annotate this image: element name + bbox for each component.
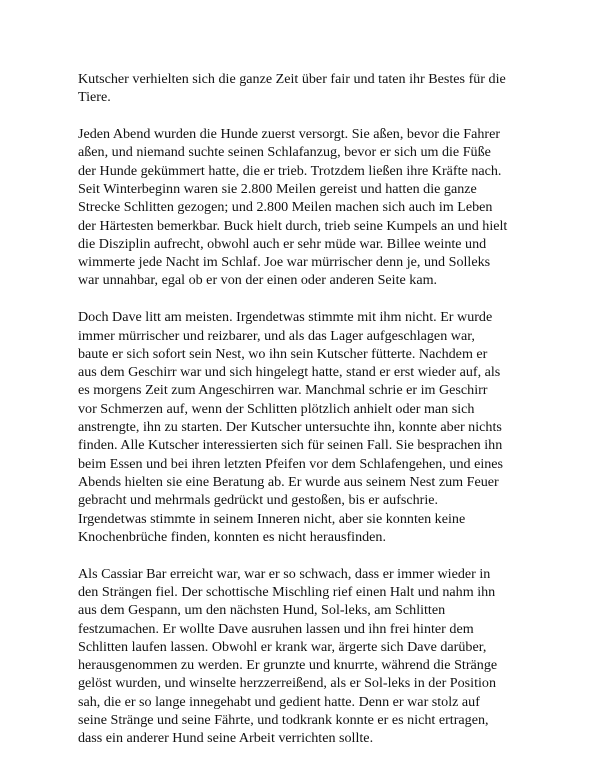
text-line: beim Essen und bei ihren letzten Pfeifen vor dem Schlafengehen, und eines bbox=[78, 455, 504, 472]
text-line: Jeden Abend wurden die Hunde zuerst versorgt. Sie aßen, bevor die Fahrer bbox=[78, 126, 501, 143]
text-line: vor Schmerzen auf, wenn der Schlitten plötzlich anhielt oder man sich bbox=[78, 400, 475, 417]
text-line: der Härtesten bemerkbar. Buck hielt durch, trieb seine Kumpels an und hielt bbox=[78, 217, 508, 234]
text-line: Strecke Schlitten gezogen; und 2.800 Meilen machen sich auch im Leben bbox=[78, 199, 493, 216]
text-line: dass ein anderer Hund seine Arbeit verrichten sollte. bbox=[78, 730, 374, 747]
text-line: immer mürrischer und reizbarer, und als das Lager aufgeschlagen war, bbox=[78, 327, 475, 344]
text-line: festzumachen. Er wollte Dave ausruhen lassen und ihn frei hinter dem bbox=[78, 620, 474, 637]
text-line: sah, die er so lange innegehabt und gedient hatte. Denn er war stolz auf bbox=[78, 693, 480, 710]
text-line: war unnahbar, egal ob er von der einen oder anderen Seite kam. bbox=[78, 272, 438, 289]
text-line: Abends hielten sie eine Beratung ab. Er wurde aus seinem Nest zum Feuer bbox=[78, 473, 499, 490]
text-line: anstrengte, ihn zu starten. Der Kutscher untersuchte ihn, konnte aber nichts bbox=[78, 419, 502, 436]
text-line: baute er sich sofort sein Nest, wo ihn sein Kutscher fütterte. Nachdem er bbox=[78, 345, 488, 362]
text-line: Kutscher verhielten sich die ganze Zeit über fair und taten ihr Bestes für die bbox=[78, 71, 506, 87]
text-line: den Strängen fiel. Der schottische Mischling rief einen Halt und nahm ihn bbox=[78, 583, 496, 600]
text-line: aßen, und niemand suchte seinen Schlafanzug, bevor er sich um die Füße bbox=[78, 144, 491, 161]
text-line: Knochenbrüche finden, konnten es nicht herausfinden. bbox=[78, 528, 387, 545]
paragraph-4 bbox=[78, 565, 540, 748]
text-line: finden. Alle Kutscher interessierten sich für seinen Fall. Sie besprachen ihn bbox=[78, 437, 503, 454]
text-line: gelöst wurden, und winselte herzzerreißend, als er Sol-leks in der Position bbox=[78, 675, 497, 692]
text-line: Als Cassiar Bar erreicht war, war er so schwach, dass er immer wieder in bbox=[78, 565, 491, 582]
text-line: Seit Winterbeginn waren sie 2.800 Meilen gereist und hatten die ganze bbox=[78, 180, 477, 197]
text-line: gebracht und mehrmals gedrückt und gestoßen, bis er aufschrie. bbox=[78, 492, 439, 509]
text-line: die Disziplin aufrecht, obwohl auch er sehr müde war. Billee weinte und bbox=[78, 235, 487, 252]
text-line: wimmerte jede Nacht im Schlaf. Joe war mürrischer denn je, und Solleks bbox=[78, 254, 491, 271]
text-line: Schlitten laufen lassen. Obwohl er krank war, ärgerte sich Dave darüber, bbox=[78, 638, 487, 655]
text-line: aus dem Geschirr war und sich hingelegt hatte, stand er erst wieder auf, als bbox=[78, 364, 501, 381]
text-line: seine Stränge und seine Fährte, und todkrank konnte er es nicht ertragen, bbox=[78, 712, 489, 728]
text-line: aus dem Gespann, um den nächsten Hund, Sol-leks, am Schlitten bbox=[78, 602, 446, 619]
paragraph-2 bbox=[78, 125, 540, 290]
text-line: es morgens Zeit zum Angeschirren war. Manchmal schrie er im Geschirr bbox=[78, 382, 488, 399]
text-line: herausgenommen zu werden. Er grunzte und knurrte, während die Stränge bbox=[78, 657, 498, 674]
text-line: Tiere. bbox=[78, 89, 111, 106]
paragraph-1 bbox=[78, 70, 540, 107]
paragraph-3 bbox=[78, 308, 540, 546]
text-line: der Hunde gekümmert hatte, die er trieb. Trotzdem ließen ihre Kräfte nach. bbox=[78, 162, 502, 179]
text-line: Doch Dave litt am meisten. Irgendetwas stimmte mit ihm nicht. Er wurde bbox=[78, 309, 493, 326]
text-line: Irgendetwas stimmte in seinem Inneren nicht, aber sie konnten keine bbox=[78, 510, 466, 527]
document-body bbox=[78, 70, 540, 766]
